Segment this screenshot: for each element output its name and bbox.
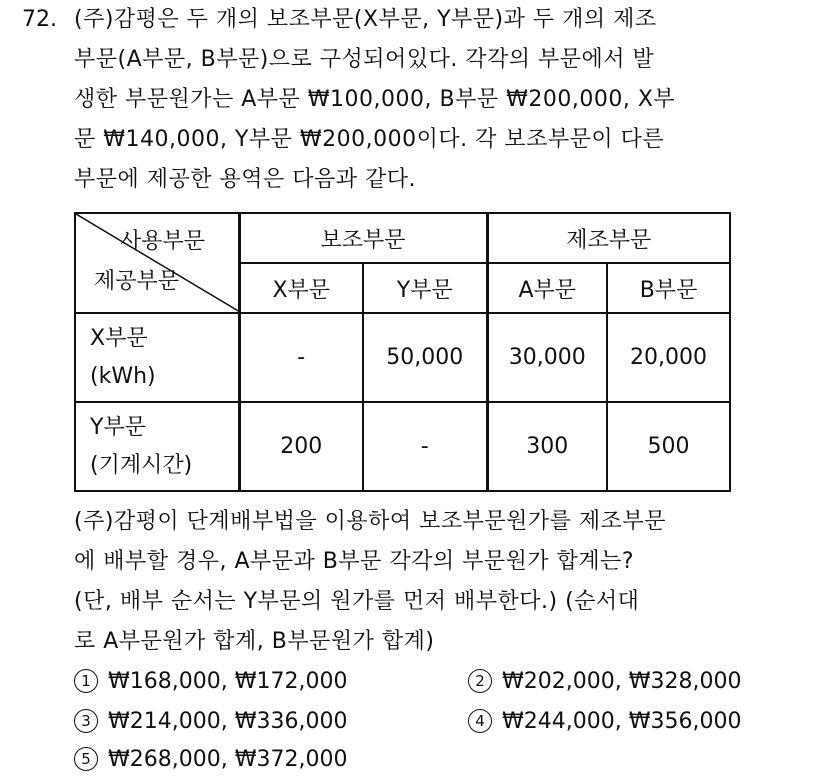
table-row-x — [75, 313, 730, 402]
choice-1[interactable] — [74, 666, 347, 698]
cell-x-b: 20,000 — [607, 313, 730, 402]
cell-y-a: 300 — [487, 402, 607, 491]
header-col-a: A부문 — [487, 263, 607, 313]
choice-3-text: ₩214,000, ₩336,000 — [108, 709, 348, 734]
header-support-group: 보조부문 — [239, 213, 487, 263]
question-line-4: 문 ₩140,000, Y부문 ₩200,000이다. 각 보조부문이 다른 — [74, 127, 665, 152]
question-number: 72. — [22, 7, 57, 32]
service-table — [74, 212, 731, 492]
cell-y-x: 200 — [239, 402, 363, 491]
row-label-x — [75, 313, 239, 402]
row-label-y — [75, 402, 239, 491]
cell-x-x: - — [239, 313, 363, 402]
question-line-5: 부문에 제공한 용역은 다음과 같다. — [74, 167, 416, 192]
table-row-y — [75, 402, 730, 491]
header-col-y: Y부문 — [363, 263, 487, 313]
choice-3[interactable] — [74, 706, 347, 738]
cell-y-b: 500 — [607, 402, 730, 491]
tail-line-1: (주)감평이 단계배부법을 이용하여 보조부문원가를 제조부문 — [74, 509, 666, 534]
choice-1-text: ₩168,000, ₩172,000 — [108, 669, 348, 694]
corner-bottom-label: 제공부문 — [94, 269, 180, 294]
choice-1-mark: 1 — [74, 669, 98, 693]
row-label-x-name: X부문 — [90, 325, 148, 351]
tail-line-4: 로 A부문원가 합계, B부문원가 합계) — [74, 629, 435, 654]
header-manufacturing-group: 제조부문 — [487, 213, 730, 263]
question-line-2: 부문(A부문, B부문)으로 구성되어있다. 각각의 부문에서 발 — [74, 47, 655, 72]
cell-y-y: - — [363, 402, 487, 491]
choice-3-mark: 3 — [74, 709, 98, 733]
choice-2-mark: 2 — [468, 669, 492, 693]
question-line-1: (주)감평은 두 개의 보조부문(X부문, Y부문)과 두 개의 제조 — [74, 7, 657, 32]
choice-2[interactable] — [468, 666, 741, 698]
cell-x-y: 50,000 — [363, 313, 487, 402]
question-line-3: 생한 부문원가는 A부문 ₩100,000, B부문 ₩200,000, X부 — [74, 87, 676, 112]
header-col-x: X부문 — [239, 263, 363, 313]
choice-2-text: ₩202,000, ₩328,000 — [502, 669, 742, 694]
choice-4-text: ₩244,000, ₩356,000 — [502, 709, 742, 734]
choice-5-text: ₩268,000, ₩372,000 — [108, 747, 348, 772]
choice-4[interactable] — [468, 706, 741, 738]
header-col-b: B부문 — [607, 263, 730, 313]
row-label-x-unit: (kWh) — [90, 363, 156, 389]
row-label-y-unit: (기계시간) — [90, 452, 193, 478]
table-corner-cell — [75, 213, 239, 313]
corner-top-label: 사용부문 — [120, 229, 206, 254]
choice-4-mark: 4 — [468, 709, 492, 733]
cell-x-a: 30,000 — [487, 313, 607, 402]
choice-5-mark: 5 — [74, 747, 98, 771]
tail-line-3: (단, 배부 순서는 Y부문의 원가를 먼저 배부한다.) (순서대 — [74, 589, 640, 614]
choice-5[interactable] — [74, 744, 347, 776]
tail-line-2: 에 배부할 경우, A부문과 B부문 각각의 부문원가 합계는? — [74, 549, 635, 574]
row-label-y-name: Y부문 — [90, 414, 146, 440]
